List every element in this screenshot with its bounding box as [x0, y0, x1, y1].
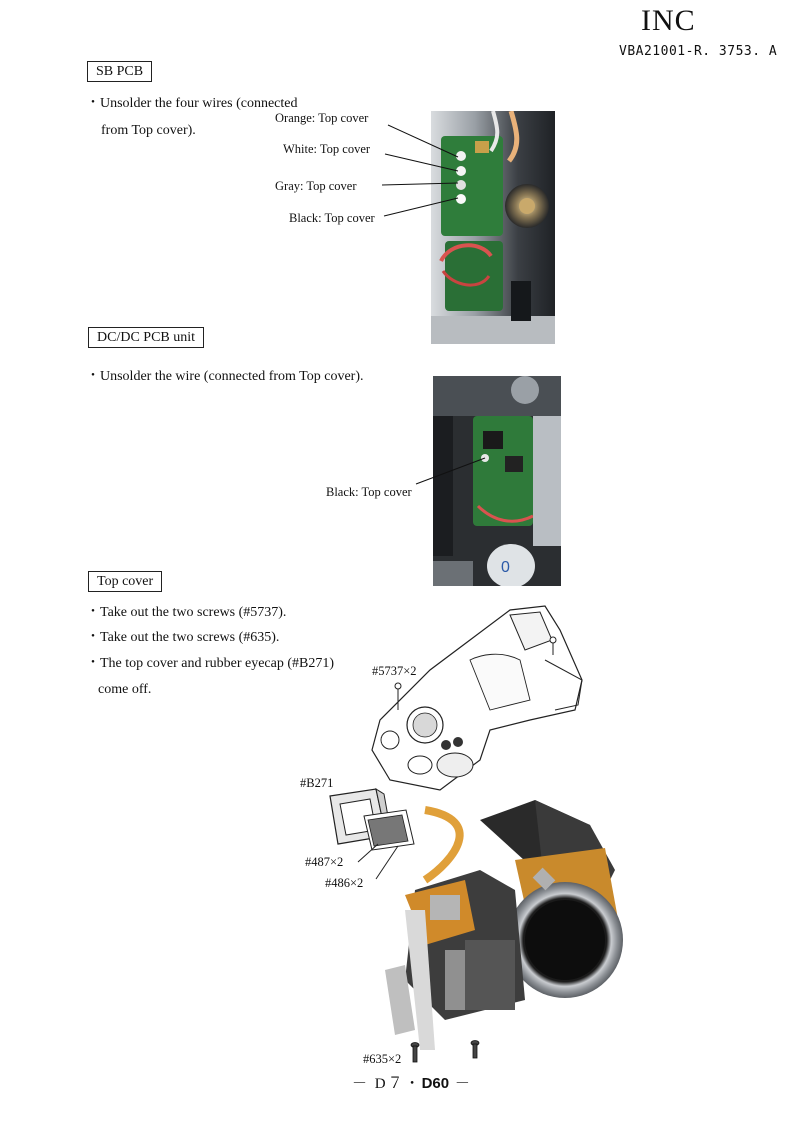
- top-cover-step3-line1: ・The top cover and rubber eyecap (#B271): [86, 656, 335, 671]
- screw-635-icons: [408, 1040, 488, 1070]
- top-cover-step3-line2: come off.: [98, 682, 152, 697]
- top-cover-drawing: [360, 600, 595, 800]
- camera-body-photo: [385, 800, 630, 1050]
- document-id: VBA21001-R. 3753. A: [619, 44, 778, 59]
- section-title-top-cover: Top cover: [88, 571, 162, 592]
- top-cover-step1: ・Take out the two screws (#5737).: [86, 605, 287, 620]
- label-part-487: #487×2: [305, 855, 344, 869]
- dcdc-pcb-step: ・Unsolder the wire (connected from Top cover).: [86, 369, 364, 384]
- label-gray-wire: Gray: Top cover: [275, 179, 357, 193]
- label-screw-5737: #5737×2: [372, 664, 417, 678]
- label-black-wire: Black: Top cover: [289, 211, 375, 225]
- dcdc-leader-line: [410, 450, 490, 490]
- top-cover-step2: ・Take out the two screws (#635).: [86, 630, 280, 645]
- sb-pcb-step-line1: ・Unsolder the four wires (connected: [86, 96, 298, 111]
- footer-model: D60: [421, 1075, 450, 1092]
- footer-prefix: － D７・: [352, 1076, 422, 1092]
- sb-pcb-leader-lines: [370, 118, 470, 218]
- brand-title: INC: [641, 4, 696, 37]
- label-screw-635: #635×2: [363, 1052, 402, 1066]
- label-orange-wire: Orange: Top cover: [275, 111, 369, 125]
- label-eyecap-b271: #B271: [300, 776, 334, 790]
- label-white-wire: White: Top cover: [283, 142, 371, 156]
- footer-suffix: －: [449, 1076, 472, 1092]
- page-footer: [352, 1072, 472, 1093]
- svg-text:0: 0: [501, 559, 510, 576]
- label-dcdc-black-wire: Black: Top cover: [326, 485, 412, 499]
- section-title-dcdc-pcb: DC/DC PCB unit: [88, 327, 204, 348]
- sb-pcb-step-line2: from Top cover).: [101, 123, 196, 138]
- section-title-sb-pcb: SB PCB: [87, 61, 152, 82]
- label-part-486: #486×2: [325, 876, 364, 890]
